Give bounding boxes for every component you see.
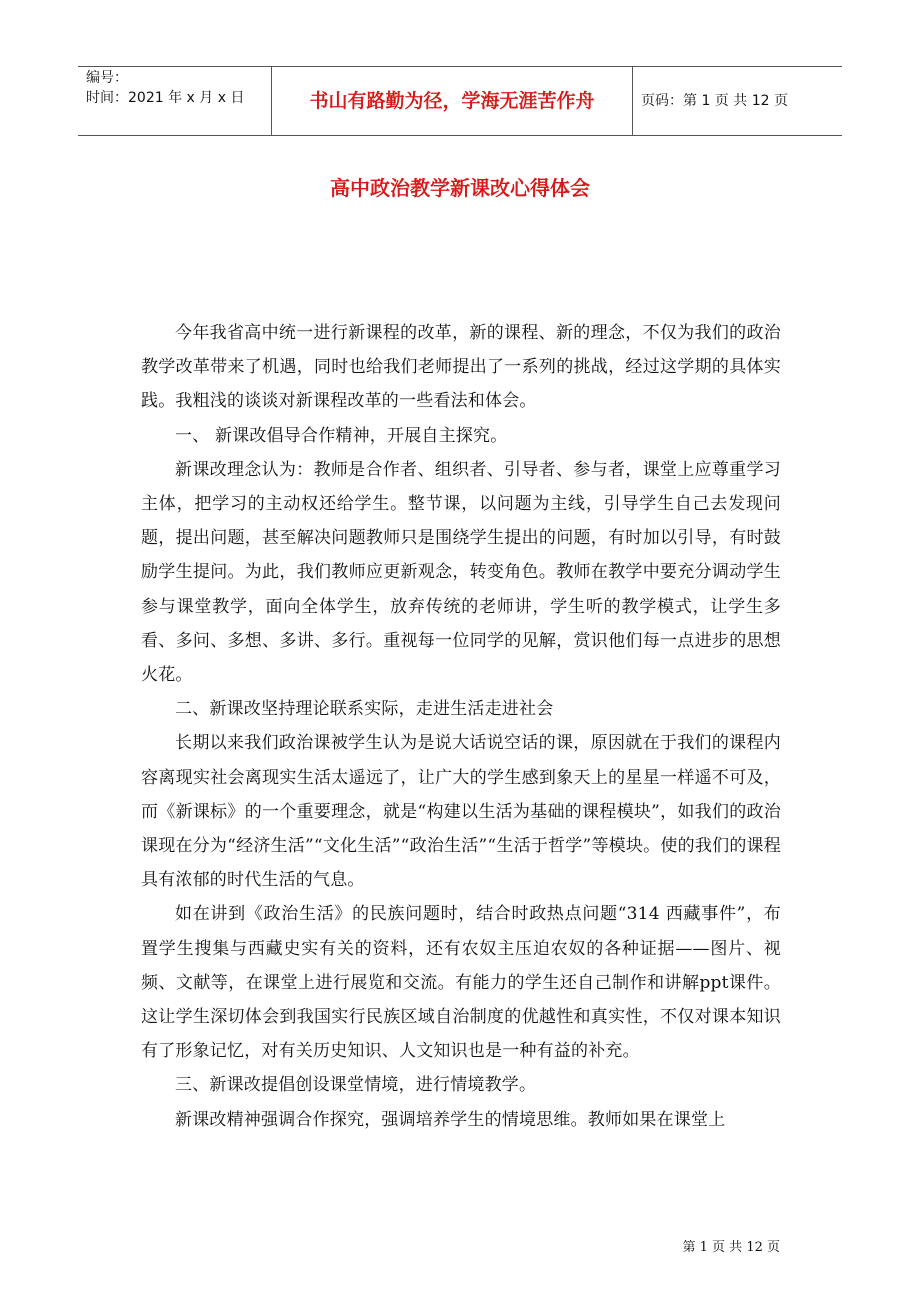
section-heading: 三、新课改提倡创设课堂情境，进行情境教学。 bbox=[175, 1075, 537, 1096]
document-number-label: 编号： bbox=[86, 70, 128, 86]
document-body bbox=[141, 316, 781, 1137]
section-heading: 二、新课改坚持理论联系实际，走进生活走进社会 bbox=[175, 699, 554, 720]
paragraph: 今年我省高中统一进行新课程的改革，新的课程、新的理念，不仅为我们的政治教学改革带来了机遇，同时也给我们老师提出了一系列的挑战，经过这学期的具体实践。我粗浅的谈谈对新课程改革的一些看法和体会。 bbox=[141, 323, 781, 412]
paragraph: 新课改理念认为：教师是合作者、组织者、引导者、参与者，课堂上应尊重学习主体，把学习的主动权还给学生。整节课，以问题为主线，引导学生自己去发现问题，提出问题，甚至解决问题教师只是围绕学生提出的问题，有时加以引导，有时鼓励学生提问。为此，我们教师应更新观念，转变角色。教师在教学中要充分调动学生参与课堂教学，面向全体学生，放弃传统的老师讲，学生听的教学模式，让学生多看、多问、多想、多讲、多行。重视每一位同学的见解，赏识他们每一点进步的思想火花。 bbox=[141, 459, 781, 686]
document-time-label: 时间：2021 年 x 月 x 日 bbox=[86, 90, 245, 106]
page-header bbox=[78, 66, 842, 136]
section-heading: 一、 新课改倡导合作精神，开展自主探究。 bbox=[175, 425, 508, 446]
paragraph: 新课改精神强调合作探究，强调培养学生的情境思维。教师如果在课堂上 bbox=[175, 1109, 726, 1130]
page-footer: 第 1 页 共 12 页 bbox=[682, 1240, 780, 1255]
header-meta bbox=[78, 67, 272, 135]
document-title: 高中政治教学新课改心得体会 bbox=[330, 176, 590, 200]
paragraph: 长期以来我们政治课被学生认为是说大话说空话的课，原因就在于我们的课程内容离现实社会离现实生活太遥远了，让广大的学生感到象天上的星星一样遥不可及，而《新课标》的一个重要理念，就是“构建以生活为基础的课程模块”，如我们的政治课现在分为“经济生活”“文化生活”“政治生活”“生活于哲学”等模块。使的我们的课程具有浓郁的时代生活的气息。 bbox=[141, 733, 781, 891]
header-page-number: 页码：第 1 页 共 12 页 bbox=[641, 93, 788, 109]
paragraph: 如在讲到《政治生活》的民族问题时，结合时政热点问题“314 西藏事件”，布置学生搜集与西藏史实有关的资料，还有农奴主压迫农奴的各种证据——图片、视频、文献等，在课堂上进行展览和交流。有能力的学生还自己制作和讲解ppt课件。这让学生深切体会到我国实行民族区域自治制度的优越性和真实性，不仅对课本知识有了形象记忆，对有关历史知识、人文知识也是一种有益的补充。 bbox=[141, 904, 781, 1062]
header-motto: 书山有路勤为径，学海无涯苦作舟 bbox=[272, 67, 633, 135]
